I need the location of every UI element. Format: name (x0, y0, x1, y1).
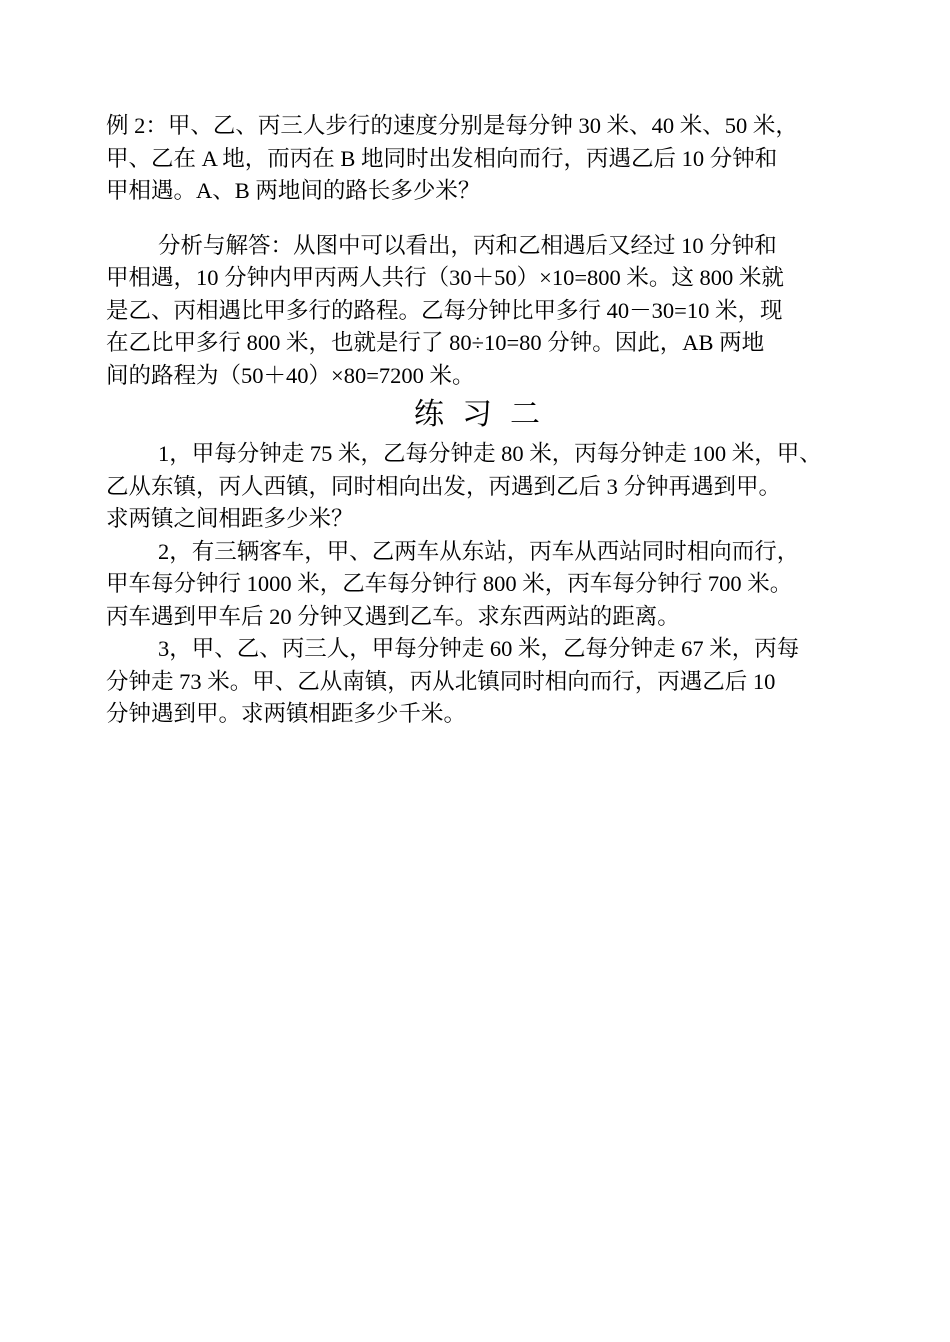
problem-line: 1，甲每分钟走 75 米，乙每分钟走 80 米，丙每分钟走 100 米，甲、 (158, 441, 822, 466)
example-line: 甲、乙在 A 地，而丙在 B 地同时出发相向而行，丙遇乙后 10 分钟和 (106, 145, 778, 171)
example-line: 例 2：甲、乙、丙三人步行的速度分别是每分钟 30 米、40 米、50 米， (106, 113, 798, 138)
analysis-line: 在乙比甲多行 800 米，也就是行了 80÷10=80 分钟。因此，AB 两地 (106, 330, 765, 355)
analysis-line: 间的路程为（50＋40）×80=7200 米。 (106, 362, 475, 388)
exercise-problem-1 (106, 438, 848, 536)
analysis-paragraph (106, 230, 848, 393)
exercise-heading: 练习二 (414, 398, 558, 431)
exercise-problem-3 (106, 633, 848, 731)
problem-line: 甲车每分钟行 1000 米，乙车每分钟行 800 米，丙车每分钟行 700 米。 (106, 571, 793, 596)
exercise-problem-2 (106, 536, 848, 634)
example-line: 甲相遇。A、B 两地间的路长多少米？ (106, 178, 481, 203)
problem-line: 求两镇之间相距多少米？ (106, 506, 354, 531)
problem-line: 3，甲、乙、丙三人，甲每分钟走 60 米，乙每分钟走 67 米，丙每 (158, 636, 800, 661)
document-page (106, 110, 848, 731)
problem-line: 丙车遇到甲车后 20 分钟又遇到乙车。求东西两站的距离。 (106, 603, 680, 629)
analysis-line: 是乙、丙相遇比甲多行的路程。乙每分钟比甲多行 40－30=10 米，现 (106, 297, 783, 323)
problem-line: 分钟遇到甲。求两镇相距多少千米。 (106, 701, 467, 726)
problem-line: 分钟走 73 米。甲、乙从南镇，丙从北镇同时相向而行，丙遇乙后 10 (106, 668, 776, 694)
example-paragraph (106, 110, 848, 208)
problem-line: 2，有三辆客车，甲、乙两车从东站，丙车从西站同时相向而行， (158, 538, 800, 564)
paragraph-spacer (106, 208, 848, 230)
analysis-line: 甲相遇，10 分钟内甲丙两人共行（30＋50）×10=800 米。这 800 米就 (106, 265, 784, 290)
problem-line: 乙从东镇，丙人西镇，同时相向出发，丙遇到乙后 3 分钟再遇到甲。 (106, 473, 782, 499)
analysis-line: 分析与解答：从图中可以看出，丙和乙相遇后又经过 10 分钟和 (158, 232, 777, 258)
